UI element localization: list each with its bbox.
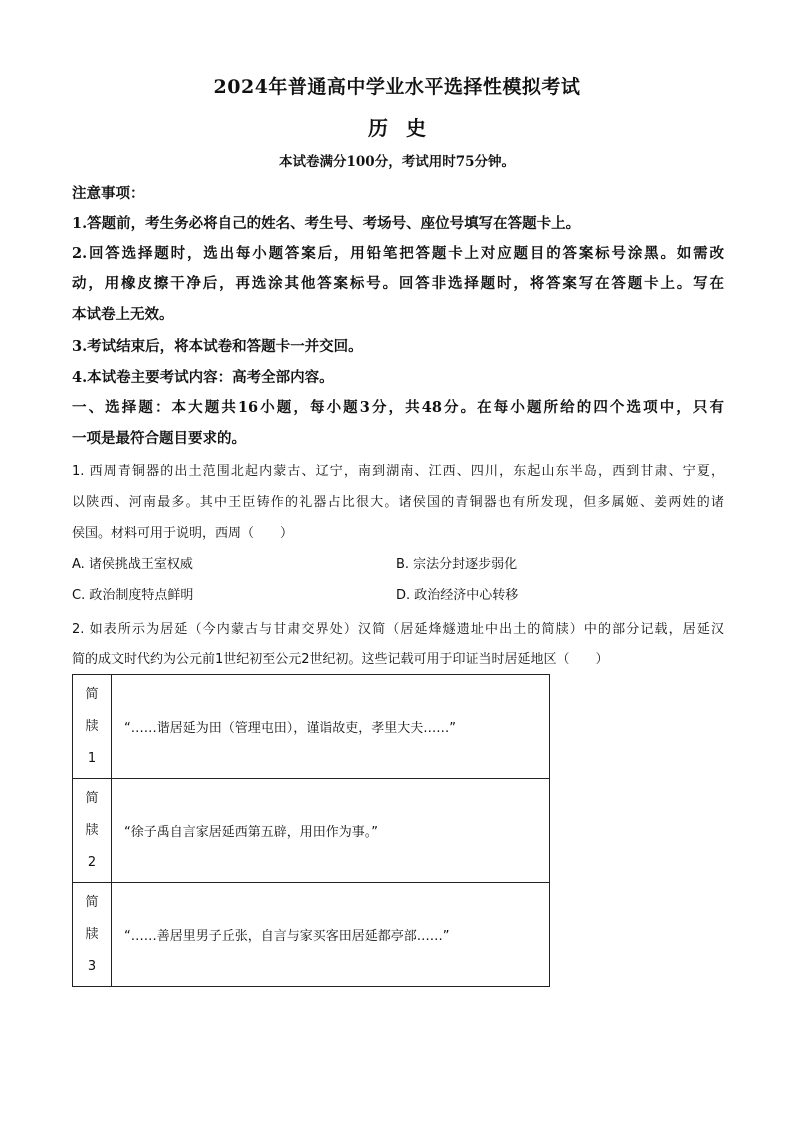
slip-label-char: 牍 bbox=[85, 718, 99, 734]
q1-option-a: A. 诸侯挑战王室权威 bbox=[72, 557, 193, 572]
q1-stem-line-3: 侯国。材料可用于说明，西周（ ） bbox=[72, 526, 294, 541]
note-item-2-line-3: 本试卷上无效。 bbox=[72, 306, 174, 323]
slip-label-char: 简 bbox=[85, 790, 99, 806]
q2-stem-line-1: 2. 如表所示为居延（今内蒙古与甘肃交界处）汉简（居延烽燧遗址中出土的简牍）中的部分记载，居延汉 bbox=[72, 622, 724, 637]
slip-label-cell bbox=[73, 779, 112, 883]
slip-label-char: 简 bbox=[85, 894, 99, 910]
q1-stem-line-2: 以陕西、河南最多。其中王臣铸作的礼器占比很大。诸侯国的青铜器也有所发现，但多属姬、姜两姓的诸 bbox=[72, 495, 724, 510]
table-row bbox=[73, 883, 550, 987]
table-row bbox=[73, 779, 550, 883]
q1-option-b: B. 宗法分封逐步弱化 bbox=[396, 557, 518, 572]
section-heading-line-2: 一项是最符合题目要求的。 bbox=[72, 430, 246, 447]
notes-heading: 注意事项： bbox=[72, 185, 145, 202]
slip-label-number: 2 bbox=[87, 854, 97, 870]
subject-title: 历史 bbox=[368, 116, 444, 140]
slip-label-number: 1 bbox=[87, 750, 97, 766]
q2-stem-line-2: 简的成文时代约为公元前1世纪初至公元2世纪初。这些记载可用于印证当时居延地区（ ） bbox=[72, 652, 609, 667]
score-note: 本试卷满分100分，考试用时75分钟。 bbox=[279, 154, 515, 170]
q1-stem-line-1: 1. 西周青铜器的出土范围北起内蒙古、辽宁，南到湖南、江西、四川，东起山东半岛，西到甘肃、宁夏， bbox=[72, 464, 724, 479]
slip-label-number: 3 bbox=[87, 958, 97, 974]
table-row bbox=[73, 675, 550, 779]
slip-text-cell: “……谐居延为田（管理屯田），谨诣故吏，孝里大夫……” bbox=[112, 675, 550, 779]
q1-option-c: C. 政治制度特点鲜明 bbox=[72, 588, 194, 603]
slips-table bbox=[72, 674, 550, 987]
slip-text-cell: “徐子禹自言家居延西第五辟，用田作为事。” bbox=[112, 779, 550, 883]
q1-option-d: D. 政治经济中心转移 bbox=[396, 588, 519, 603]
exam-title: 2024年普通高中学业水平选择性模拟考试 bbox=[213, 76, 581, 98]
note-item-2-line-2: 动，用橡皮擦干净后，再选涂其他答案标号。回答非选择题时，将答案写在答题卡上。写在 bbox=[72, 275, 724, 292]
slip-label-char: 简 bbox=[85, 686, 99, 702]
note-item-2-line-1: 2.回答选择题时，选出每小题答案后，用铅笔把答题卡上对应题目的答案标号涂黑。如需改 bbox=[72, 245, 724, 262]
slip-text-cell: “……善居里男子丘张，自言与家买客田居延都亭部……” bbox=[112, 883, 550, 987]
slip-label-char: 牍 bbox=[85, 926, 99, 942]
note-item-3: 3.考试结束后，将本试卷和答题卡一并交回。 bbox=[72, 338, 363, 355]
section-heading-line-1: 一、选择题：本大题共16小题，每小题3分，共48分。在每小题所给的四个选项中，只有 bbox=[72, 399, 724, 416]
note-item-4: 4.本试卷主要考试内容：高考全部内容。 bbox=[72, 369, 334, 386]
slip-label-cell bbox=[73, 883, 112, 987]
slip-label-cell bbox=[73, 675, 112, 779]
slip-label-char: 牍 bbox=[85, 822, 99, 838]
note-item-1: 1.答题前，考生务必将自己的姓名、考生号、考场号、座位号填写在答题卡上。 bbox=[72, 215, 581, 232]
